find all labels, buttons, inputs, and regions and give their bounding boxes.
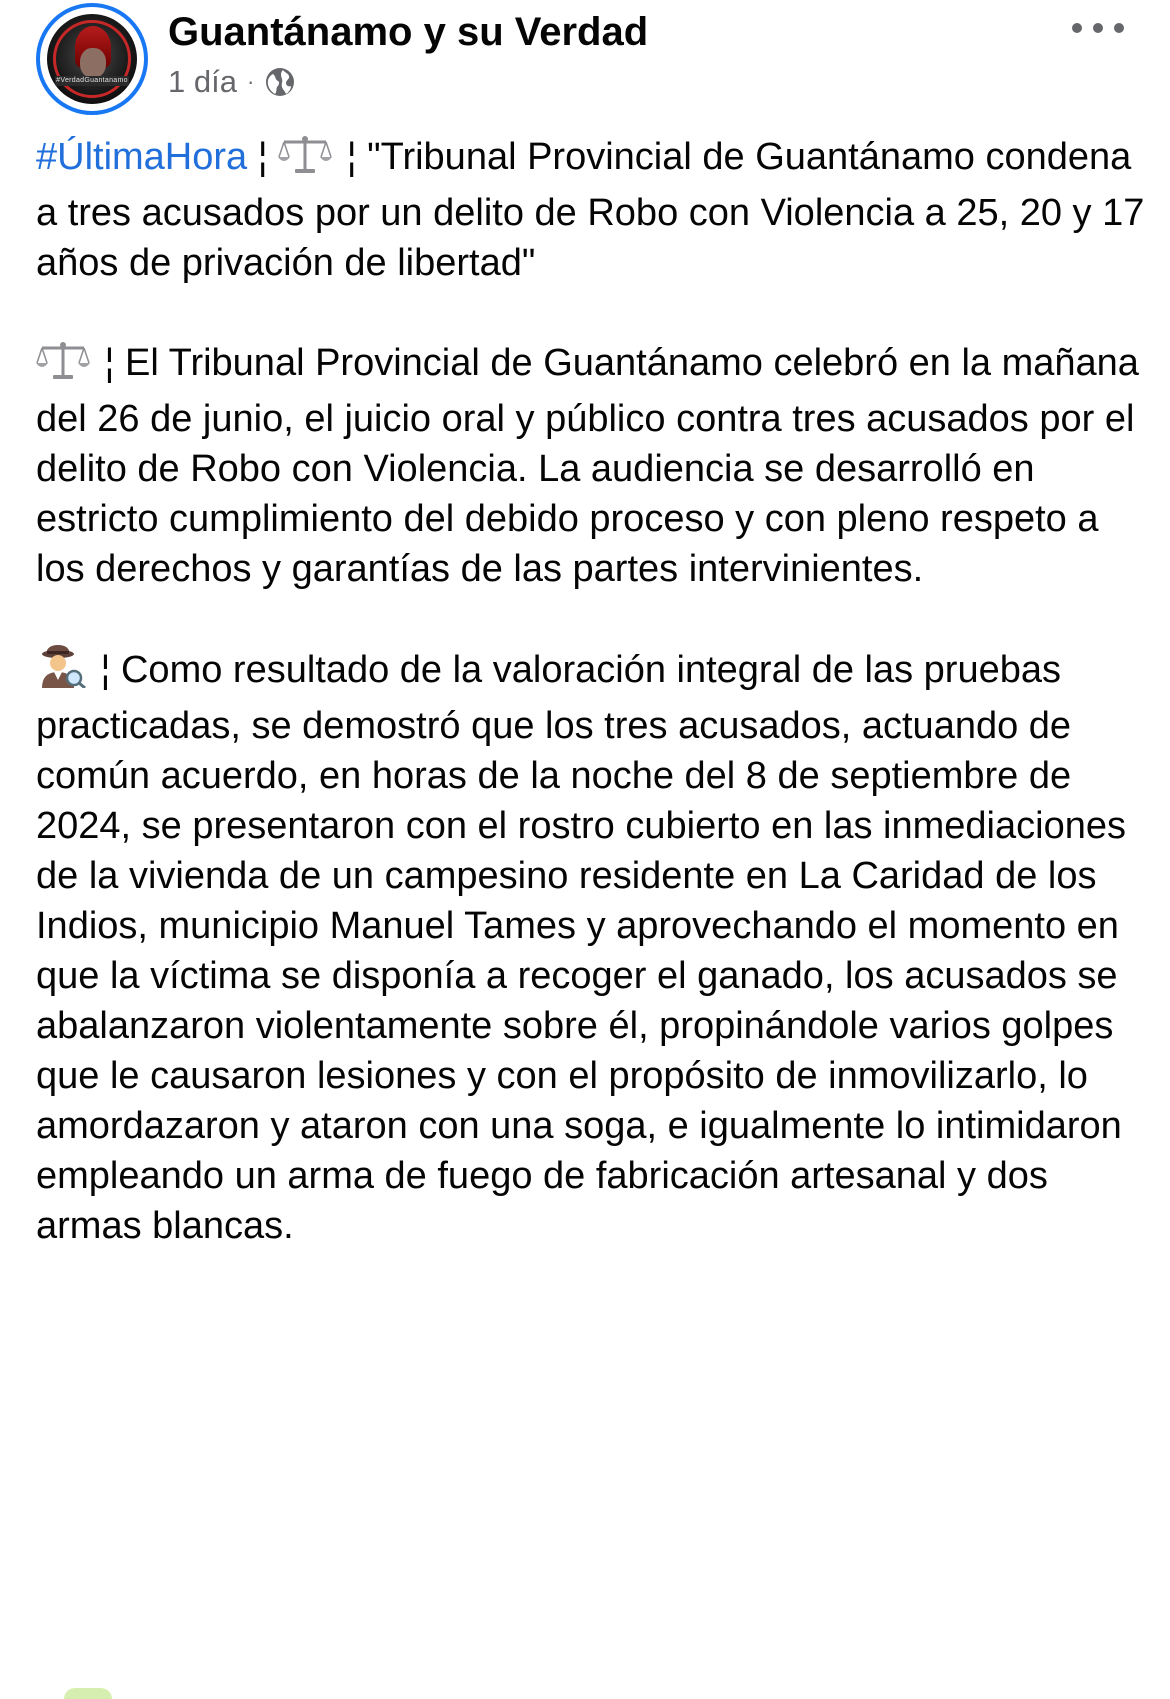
meta-separator: · [246, 69, 255, 94]
more-dot [1072, 23, 1082, 33]
cropped-emoji-icon [64, 1688, 112, 1699]
post-meta [168, 62, 296, 102]
hashtag-link[interactable]: #ÚltimaHora [36, 136, 248, 178]
page-avatar[interactable] [36, 3, 148, 115]
more-options-icon[interactable] [1072, 18, 1124, 38]
post-timestamp[interactable]: 1 día [168, 64, 237, 99]
post-body [36, 132, 1146, 1251]
post-paragraph-2-text: ¦ El Tribunal Provincial de Guantánamo celebró en la mañana del 26 de junio, el juicio oral y público contra tres acusados por el delito de Robo con Violencia. La audiencia se desarrolló en estricto cumplimiento del debido proceso y con pleno respeto a los derechos y garantías de las partes intervinientes. [36, 342, 1139, 590]
post-paragraph-1: #ÚltimaHora ¦ ¦ "Tribunal Provincial de Guantánamo condena a tres acusados por un delito de Robo con Violencia a 25, 20 y 17 años de privación de libertad" [36, 136, 1145, 284]
more-dot [1093, 23, 1103, 33]
page-name[interactable]: Guantánamo y su Verdad [168, 10, 649, 54]
more-dot [1114, 23, 1124, 33]
detective-icon [36, 644, 86, 701]
balance-scale-icon [278, 135, 332, 188]
post-paragraph-3-text: ¦ Como resultado de la valoración integral de las pruebas practicadas, se demostró que los tres acusados, actuando de común acuerdo, en horas de la noche del 8 de septiembre de 2024, se presentaron con el rostro cubierto en las inmediaciones de la vivienda de un campesino residente en La Caridad de los Indios, municipio Manuel Tames y aprovechando el momento en que la víctima se disponía a recoger el ganado, los acusados se abalanzaron violentamente sobre él, propinándole varios golpes que le causaron lesiones y con el propósito de inmovilizarlo, lo amordazaron y ataron con una soga, e igualmente lo intimidaron empleando un arma de fuego de fabricación artesanal y dos armas blancas. [36, 649, 1126, 1247]
post-paragraph-2 [36, 338, 1146, 594]
avatar-face [80, 48, 106, 78]
avatar-band-text: #VerdadGuantanamo [56, 77, 128, 84]
post-header [0, 0, 1170, 120]
post-paragraph-3 [36, 644, 1146, 1251]
avatar-image [47, 14, 137, 104]
balance-scale-icon [36, 341, 90, 394]
globe-icon[interactable] [264, 66, 296, 98]
post-paragraph-1-text: ¦ "Tribunal Provincial de Guantánamo condena a tres acusados por un delito de Robo con Violencia a 25, 20 y 17 años de privación de libertad" [36, 136, 1145, 284]
